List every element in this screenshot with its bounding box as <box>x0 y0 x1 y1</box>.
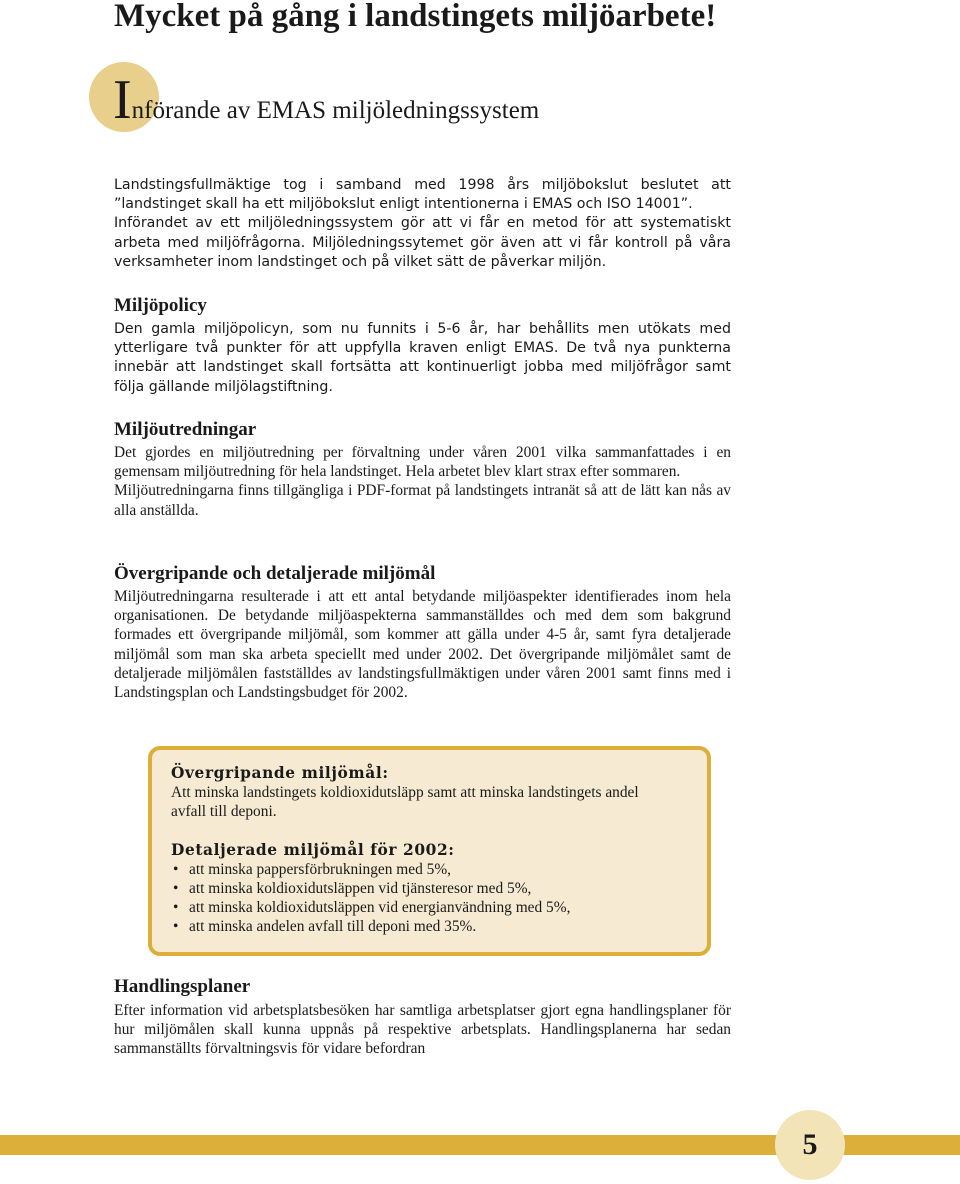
dropcap-letter: I <box>113 69 132 131</box>
list-item: • att minska koldioxidutsläppen vid energianvändning med 5%, <box>171 898 691 917</box>
miljomal-heading: Övergripande och detaljerade miljömål <box>114 563 436 584</box>
miljopolicy-text <box>114 320 731 397</box>
section-heading-text: nförande av EMAS miljöledningssystem <box>131 97 540 124</box>
miljomal-text <box>114 587 731 702</box>
goal-box <box>148 746 711 956</box>
handlingsplaner-paragraph: Efter information vid arbetsplatsbesöken har samtliga arbetsplatser gjort egna handlingsplaner för hur miljömålen skall kunna uppnås på respektive arbetsplats. Handlingsplanerna har sedan sammanställts förvaltningsvis för vidare befordran <box>114 1002 731 1058</box>
miljoutredningar-text <box>114 443 731 520</box>
miljoutredningar-paragraph-1: Det gjordes en miljöutredning per förvaltning under våren 2001 vilka sammanfattades i en gemensam miljöutredning för hela landstinget. Hela arbetet blev klart strax efter sommaren. <box>114 444 731 481</box>
miljomal-paragraph: Miljöutredningarna resulterade i att ett antal betydande miljöaspekter identifierades inom hela organisationen. De betydande miljöaspekterna sammanställdes och med dem som bakgrund formades ett övergripande miljömål, som kommer att gälla under 4-5 år, samt fyra detaljerade miljömål som man ska arbeta speciellt med under 2002. Det övergripande miljömålet samt de detaljerade miljömålen fastställdes av landstingsfullmäktigen under våren 2001 samt finns med i Landstingsplan och Landstingsbudget för 2002. <box>114 588 731 702</box>
intro-paragraph-2: Införandet av ett miljöledningssystem gör att vi får en metod för att systematiskt arbeta med miljöfrågorna. Miljöledningssytemet gör även att vi får kontroll på våra verksamheter inom landstinget och på vilket sätt de påverkar miljön. <box>114 215 731 270</box>
miljoutredningar-paragraph-2: Miljöutredningarna finns tillgängliga i PDF-format på landstingets intranät så att de lätt kan nås av alla anställda. <box>114 482 731 519</box>
handlingsplaner-heading: Handlingsplaner <box>114 976 251 997</box>
page-title: Mycket på gång i landstingets miljöarbete! <box>114 0 717 34</box>
page-number: 5 <box>775 1110 845 1180</box>
list-item: • att minska koldioxidutsläppen vid tjänsteresor med 5%, <box>171 879 691 898</box>
list-item: • att minska pappersförbrukningen med 5%, <box>171 860 691 879</box>
intro-paragraph-1: Landstingsfullmäktige tog i samband med 1998 års miljöbokslut beslutet att ”landstinget skall ha ett miljöbokslut enligt intentionerna i EMAS och ISO 14001”. <box>114 177 731 213</box>
list-item: • att minska andelen avfall till deponi med 35%. <box>171 917 691 936</box>
overall-goal-text: Att minska landstingets koldioxidutsläpp samt att minska landstingets andel avfall till deponi. <box>171 784 639 821</box>
section-heading-emas <box>113 69 540 141</box>
miljoutredningar-heading: Miljöutredningar <box>114 419 257 440</box>
detailed-goal-list <box>171 860 691 937</box>
miljopolicy-heading: Miljöpolicy <box>114 295 207 316</box>
intro-text <box>114 176 731 272</box>
miljopolicy-paragraph: Den gamla miljöpolicyn, som nu funnits i 5-6 år, har behållits men utökats med ytterligare två punkter för att uppfylla kraven enligt EMAS. De två nya punkterna innebär att landstinget skall fortsätta att kontinuerligt jobba med miljöfrågor samt följa gällande miljölagstiftning. <box>114 321 731 395</box>
detailed-goal-label: Detaljerade miljömål för 2002: <box>171 840 455 859</box>
goal-box-spacer <box>171 822 691 841</box>
overall-goal-label: Övergripande miljömål: <box>171 764 389 782</box>
handlingsplaner-text <box>114 1001 731 1059</box>
